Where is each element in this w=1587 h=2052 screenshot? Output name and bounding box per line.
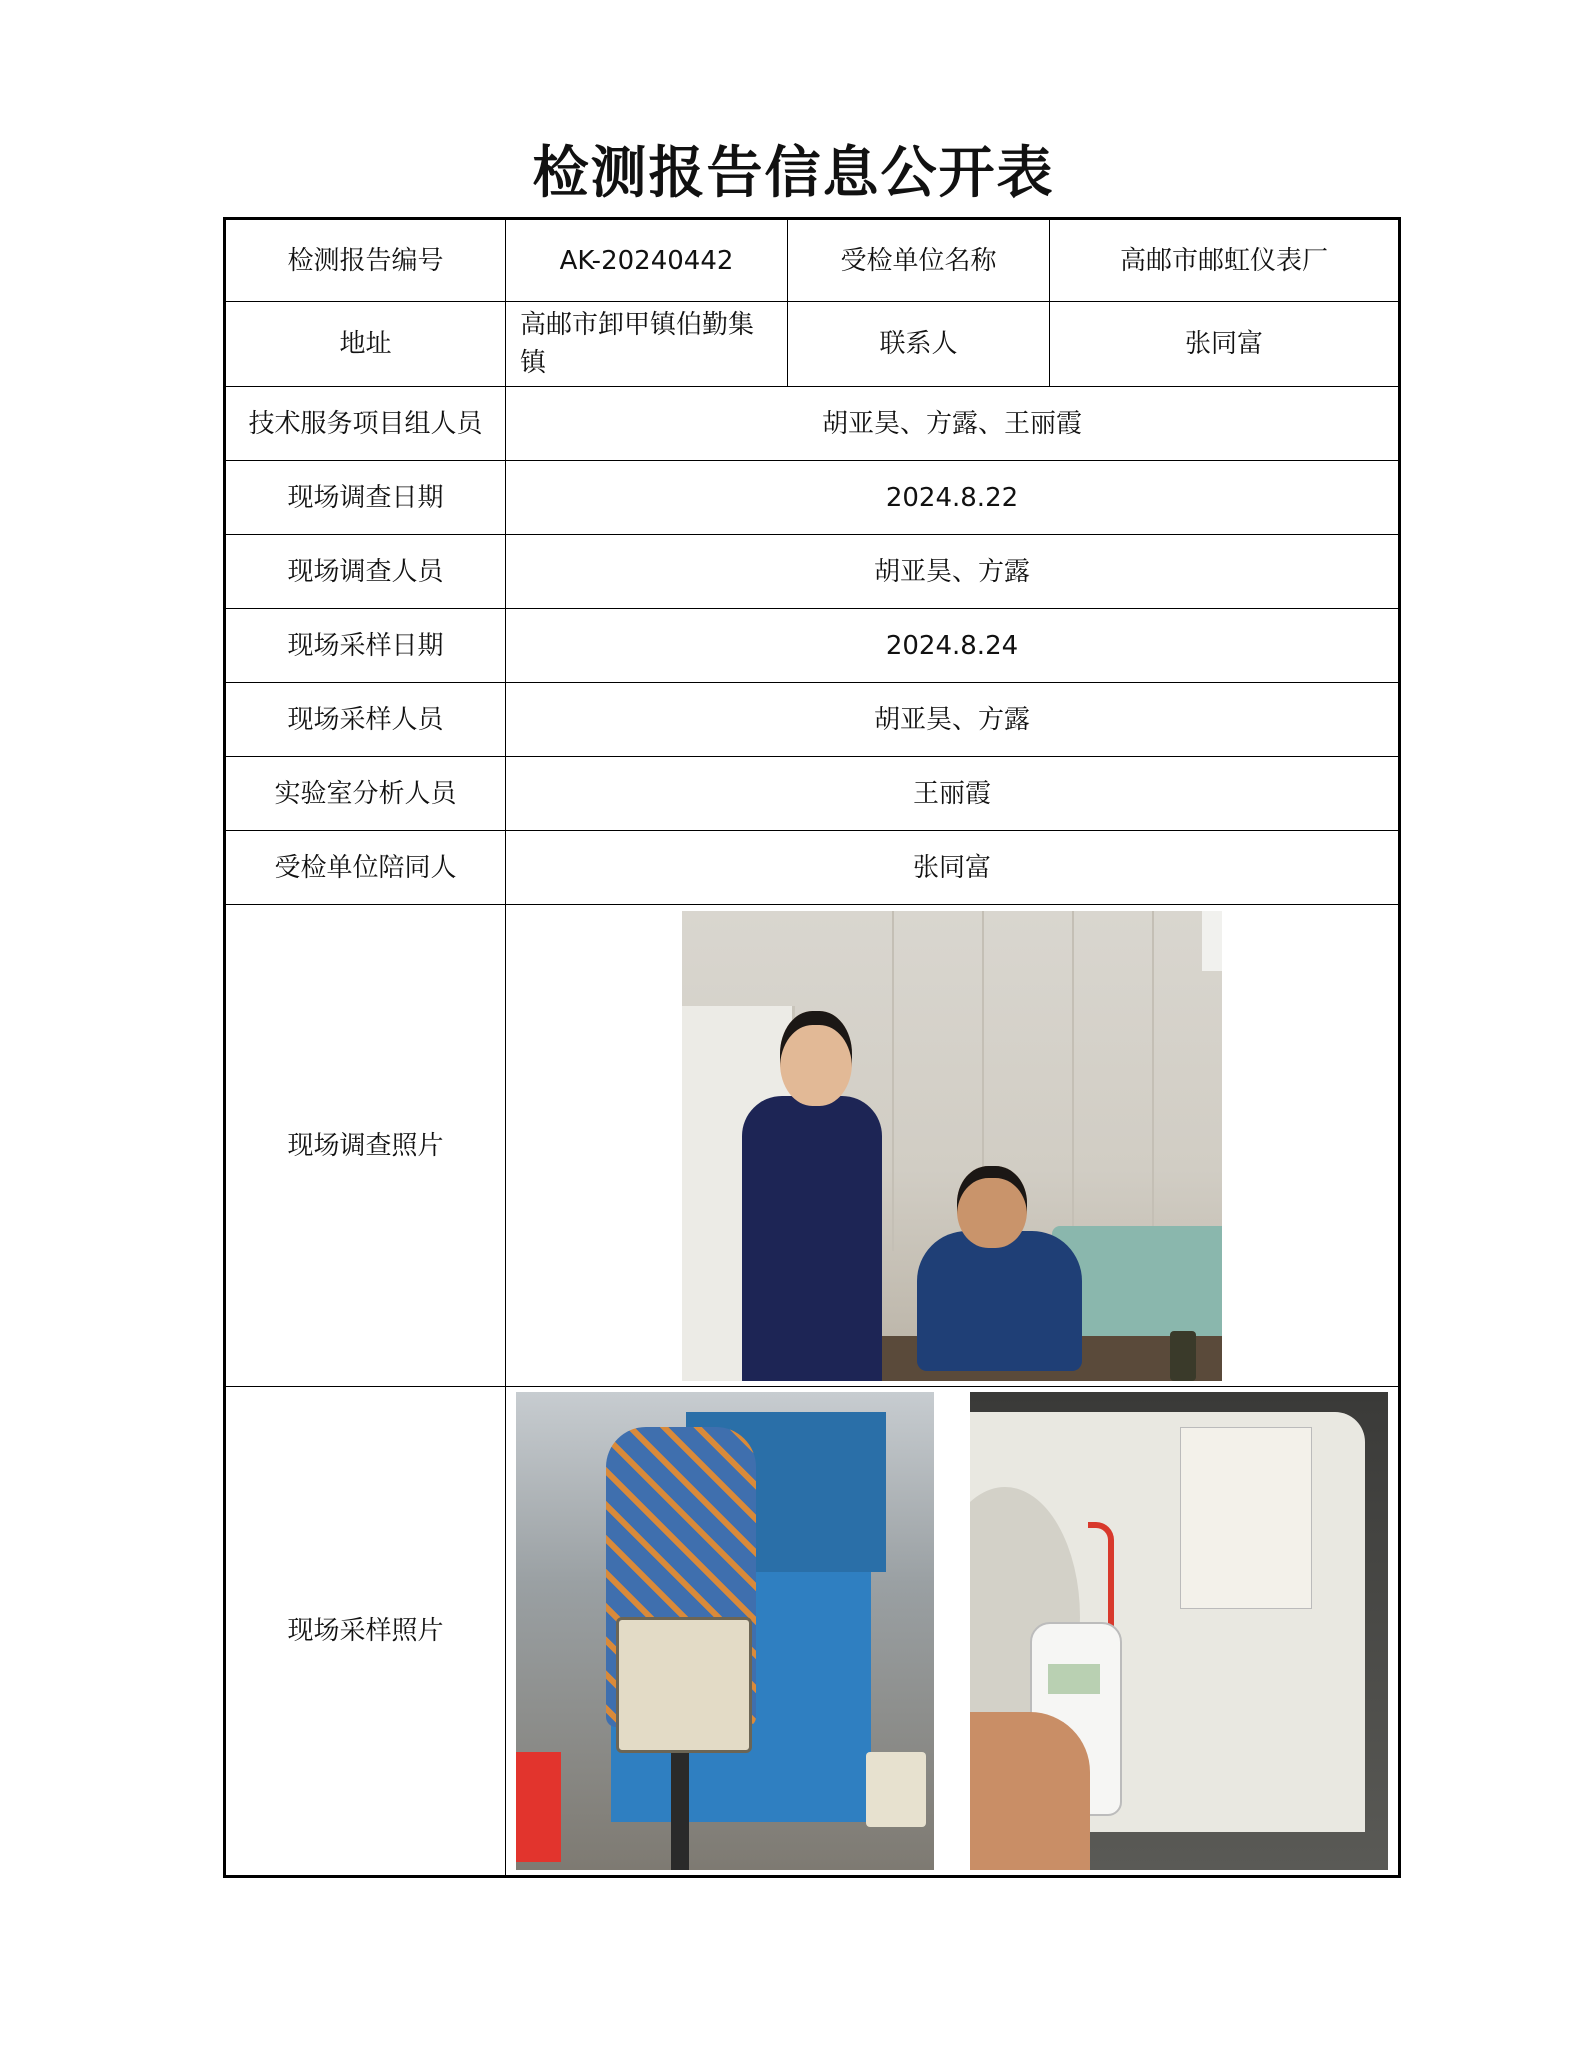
address-label: 地址 bbox=[225, 302, 506, 387]
survey-staff-label: 现场调查人员 bbox=[225, 535, 506, 609]
sampling-staff-label: 现场采样人员 bbox=[225, 683, 506, 757]
page-title: 检测报告信息公开表 bbox=[532, 141, 1055, 206]
escort-value: 张同富 bbox=[506, 831, 1400, 905]
survey-photo-cell bbox=[506, 905, 1400, 1387]
sampling-photo-label: 现场采样照片 bbox=[225, 1387, 506, 1877]
address-value: 高邮市卸甲镇伯勤集镇 bbox=[506, 302, 788, 387]
table-row bbox=[225, 757, 1400, 831]
table-row bbox=[225, 535, 1400, 609]
sampling-photo-cell bbox=[506, 1387, 1400, 1877]
sampling-staff-value: 胡亚昊、方露 bbox=[506, 683, 1400, 757]
survey-photo-label: 现场调查照片 bbox=[225, 905, 506, 1387]
table-row bbox=[225, 1387, 1400, 1877]
sampling-date-value: 2024.8.24 bbox=[506, 609, 1400, 683]
table-row bbox=[225, 683, 1400, 757]
table-row bbox=[225, 302, 1400, 387]
report-no-value: AK-20240442 bbox=[506, 219, 788, 302]
sampling-photo-noise bbox=[970, 1392, 1388, 1870]
table-row bbox=[225, 609, 1400, 683]
survey-date-label: 现场调查日期 bbox=[225, 461, 506, 535]
report-info-table bbox=[223, 217, 1401, 1878]
team-label: 技术服务项目组人员 bbox=[225, 387, 506, 461]
table-row bbox=[225, 387, 1400, 461]
table-row bbox=[225, 219, 1400, 302]
survey-staff-value: 胡亚昊、方露 bbox=[506, 535, 1400, 609]
table-row bbox=[225, 461, 1400, 535]
lab-staff-value: 王丽霞 bbox=[506, 757, 1400, 831]
unit-name-value: 高邮市邮虹仪表厂 bbox=[1050, 219, 1400, 302]
escort-label: 受检单位陪同人 bbox=[225, 831, 506, 905]
survey-photo bbox=[682, 911, 1222, 1381]
table-row bbox=[225, 831, 1400, 905]
survey-date-value: 2024.8.22 bbox=[506, 461, 1400, 535]
sampling-date-label: 现场采样日期 bbox=[225, 609, 506, 683]
lab-staff-label: 实验室分析人员 bbox=[225, 757, 506, 831]
unit-name-label: 受检单位名称 bbox=[788, 219, 1050, 302]
report-no-label: 检测报告编号 bbox=[225, 219, 506, 302]
team-value: 胡亚昊、方露、王丽霞 bbox=[506, 387, 1400, 461]
sampling-photo-dust bbox=[516, 1392, 934, 1870]
table-row bbox=[225, 905, 1400, 1387]
contact-value: 张同富 bbox=[1050, 302, 1400, 387]
contact-label: 联系人 bbox=[788, 302, 1050, 387]
